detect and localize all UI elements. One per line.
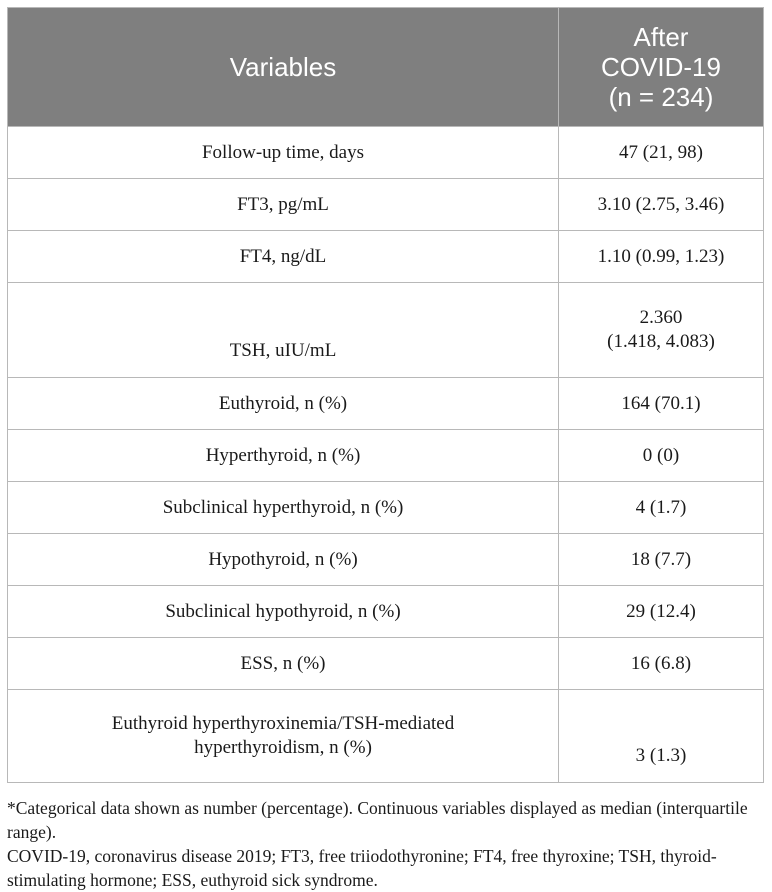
header-after-line2: COVID-19 [601,52,721,82]
row-variable: Follow-up time, days [8,127,559,179]
table-row [8,482,764,534]
row-variable: ESS, n (%) [8,638,559,690]
table-row [8,283,764,378]
row-variable: FT3, pg/mL [8,179,559,231]
row-variable: Euthyroid, n (%) [8,378,559,430]
table-row [8,430,764,482]
header-after-line3: (n = 234) [608,82,714,112]
row-value: 4 (1.7) [559,482,764,534]
row-value-line1: 2.360 [639,307,683,328]
header-row [8,8,764,127]
row-variable: TSH, uIU/mL [8,283,559,378]
row-value-line2: (1.418, 4.083) [607,331,715,352]
row-variable-line1: Euthyroid hyperthyroxinemia/TSH-mediated [111,713,455,734]
table-row [8,534,764,586]
row-value: 1.10 (0.99, 1.23) [559,231,764,283]
row-value: 29 (12.4) [559,586,764,638]
row-value: 3 (1.3) [559,690,764,783]
table-row [8,127,764,179]
table-row [8,690,764,783]
row-variable: FT4, ng/dL [8,231,559,283]
table-container [7,7,764,892]
table-row [8,179,764,231]
row-value: 3.10 (2.75, 3.46) [559,179,764,231]
row-value: 164 (70.1) [559,378,764,430]
row-variable: Subclinical hypothyroid, n (%) [8,586,559,638]
row-variable-line2: hyperthyroidism, n (%) [194,737,372,758]
footnote-abbreviations: COVID-19, coronavirus disease 2019; FT3, free triiodothyronine; FT4, free thyroxine; TSH, thyroid-stimulating hormone; ESS, euthyroid sick syndrome. [7,846,717,890]
row-variable: Subclinical hyperthyroid, n (%) [8,482,559,534]
row-variable: Hypothyroid, n (%) [8,534,559,586]
data-table [7,7,764,783]
row-value: 18 (7.7) [559,534,764,586]
row-value: 47 (21, 98) [559,127,764,179]
row-value [559,283,764,378]
header-variables: Variables [8,8,559,127]
header-after-covid [559,8,764,127]
table-row [8,231,764,283]
row-value: 16 (6.8) [559,638,764,690]
table-row [8,586,764,638]
row-variable: Hyperthyroid, n (%) [8,430,559,482]
footnote-categorical: *Categorical data shown as number (percentage). Continuous variables displayed as median (interquartile range). [7,798,748,842]
row-variable [8,690,559,783]
table-row [8,638,764,690]
table-row [8,378,764,430]
row-value: 0 (0) [559,430,764,482]
header-after-line1: After [633,22,689,52]
